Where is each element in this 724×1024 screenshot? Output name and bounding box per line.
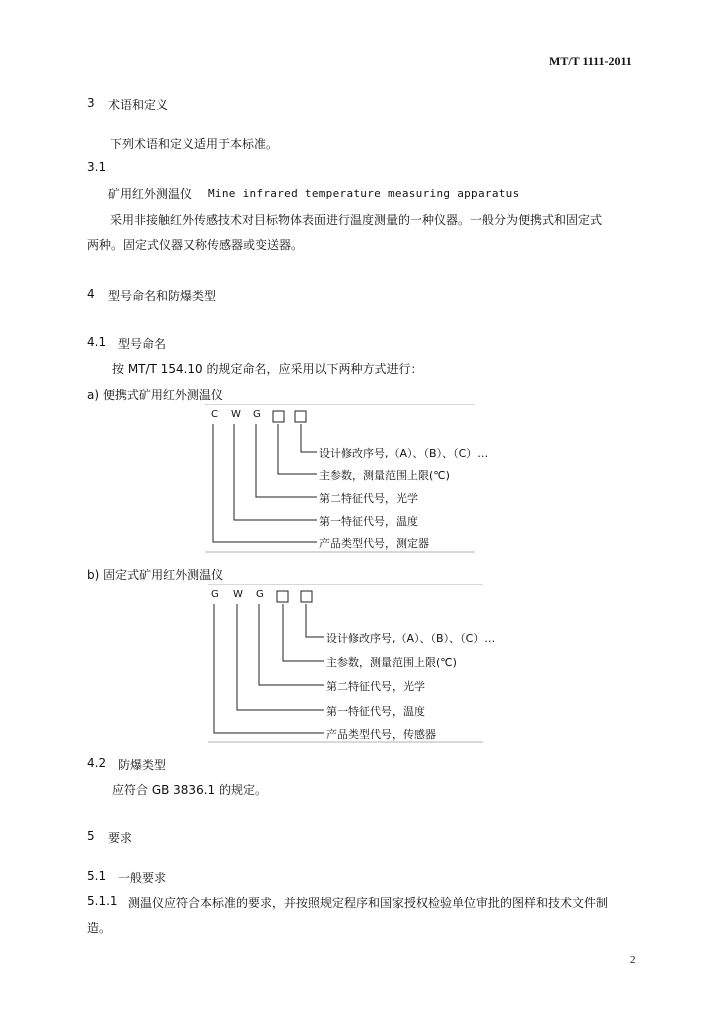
section-5-1-title: 一般要求 <box>118 871 167 885</box>
section-5-1-number: 5.1 <box>87 869 107 883</box>
definition-line-2: 两种。固定式仪器又称传感器或变送器。 <box>87 238 304 252</box>
code-letter-3: G <box>253 409 261 420</box>
revision-box <box>295 411 306 422</box>
term-zh: 矿用红外测温仪 <box>108 187 193 201</box>
model-diagram-b <box>208 584 496 744</box>
diagram-label-first-feature: 第一特征代号，温度 <box>319 515 418 528</box>
section-5-1-1-line-2: 造。 <box>87 921 112 935</box>
section-4-1-title: 型号命名 <box>118 337 167 351</box>
term-en: Mine infrared temperature measuring apparatus <box>208 187 520 200</box>
section-4-2-number: 4.2 <box>87 756 107 770</box>
code-letter-1: C <box>211 409 218 420</box>
code-letter-1: G <box>211 589 219 600</box>
diagram-label-product-type: 产品类型代号，测定器 <box>319 537 429 550</box>
diagram-label-main-param: 主参数，测量范围上限(℃) <box>326 656 457 669</box>
section-5-1-1-line-1: 测温仪应符合本标准的要求，并按照规定程序和国家授权检验单位审批的图样和技术文件制 <box>128 896 609 910</box>
diagram-label-product-type: 产品类型代号，传感器 <box>326 728 436 741</box>
term-number: 3.1 <box>87 160 107 174</box>
code-letter-2: W <box>231 409 241 420</box>
diagram-label-first-feature: 第一特征代号，温度 <box>326 705 425 718</box>
main-param-box <box>273 411 284 422</box>
section-5-title: 要求 <box>108 831 133 845</box>
diagram-label-second-feature: 第二特征代号，光学 <box>319 492 418 505</box>
page-number: 2 <box>630 954 636 966</box>
section-4-2-title: 防爆类型 <box>118 758 167 772</box>
section-4-2-text: 应符合 GB 3836.1 的规定。 <box>112 783 267 797</box>
section-5-1-1-number: 5.1.1 <box>87 894 118 908</box>
definition-line-1: 采用非接触红外传感技术对目标物体表面进行温度测量的一种仪器。一般分为便携式和固定式 <box>110 213 603 227</box>
item-a: a) 便携式矿用红外测温仪 <box>87 388 223 402</box>
diagram-label-main-param: 主参数，测量范围上限(℃) <box>319 469 450 482</box>
model-diagram-a <box>205 404 489 554</box>
standard-code: MT/T 1111-2011 <box>549 54 632 68</box>
main-param-box <box>277 591 288 602</box>
section-3-intro: 下列术语和定义适用于本标准。 <box>110 137 279 151</box>
section-4-number: 4 <box>87 287 95 301</box>
diagram-label-revision: 设计修改序号,（A）、（B）、（C）… <box>326 632 496 645</box>
code-letter-3: G <box>256 589 264 600</box>
section-4-1-number: 4.1 <box>87 335 107 349</box>
section-3-title: 术语和定义 <box>108 98 169 112</box>
code-letter-2: W <box>233 589 243 600</box>
section-5-number: 5 <box>87 829 95 843</box>
revision-box <box>301 591 312 602</box>
diagram-label-revision: 设计修改序号,（A）、（B）、（C）… <box>319 447 489 460</box>
item-b: b) 固定式矿用红外测温仪 <box>87 568 224 582</box>
section-3-number: 3 <box>87 96 95 110</box>
section-4-1-text: 按 MT/T 154.10 的规定命名，应采用以下两种方式进行： <box>112 362 423 376</box>
section-4-title: 型号命名和防爆类型 <box>108 289 217 303</box>
diagram-label-second-feature: 第二特征代号，光学 <box>326 680 425 693</box>
